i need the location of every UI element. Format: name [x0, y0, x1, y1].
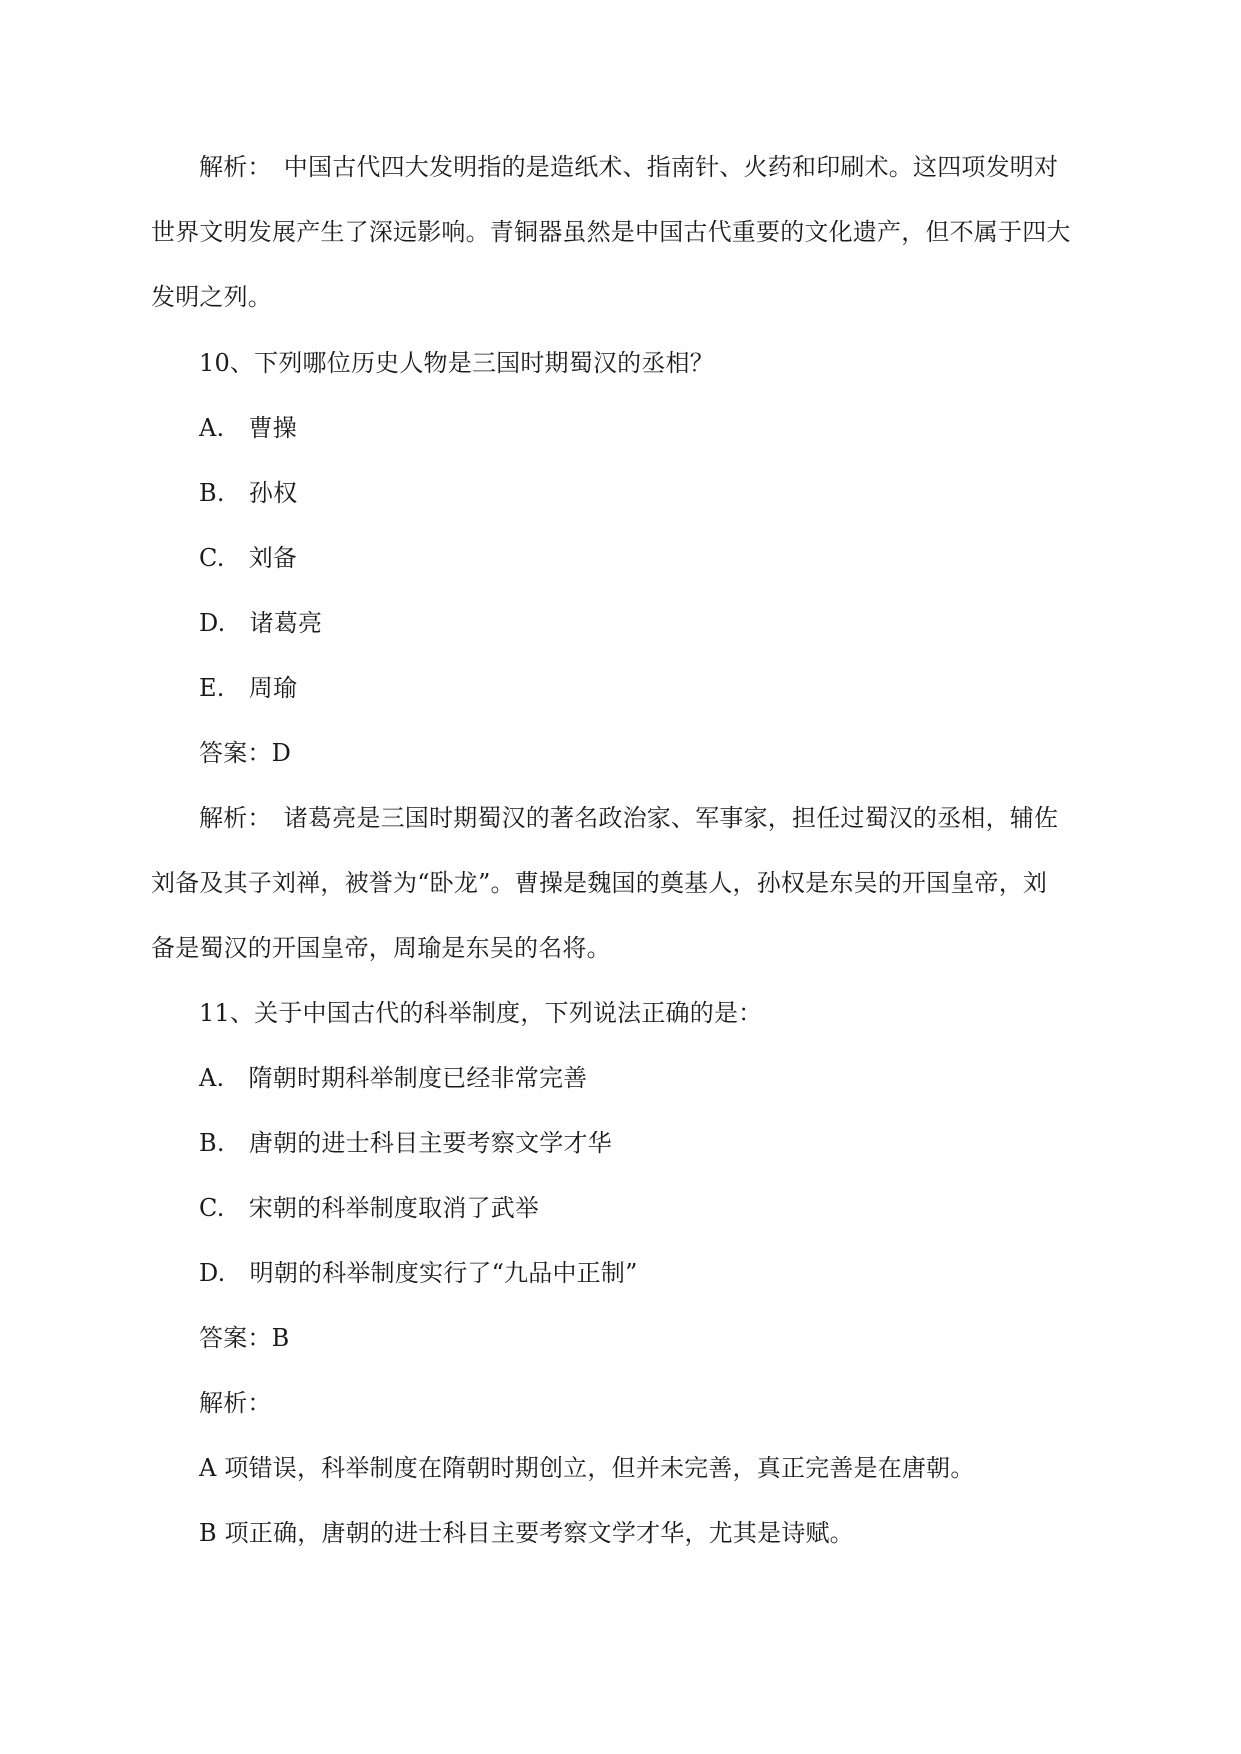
- q11-option-c: C. 宋朝的科举制度取消了武举: [199, 1194, 540, 1222]
- q9-analysis-line-1: 解析： 中国古代四大发明指的是造纸术、指南针、火药和印刷术。这四项发明对: [199, 153, 1059, 181]
- q10-analysis-line-1: 解析： 诸葛亮是三国时期蜀汉的著名政治家、军事家，担任过蜀汉的丞相，辅佐: [199, 804, 1059, 832]
- q10-option-a: A. 曹操: [199, 414, 297, 442]
- q11-option-a: A. 隋朝时期科举制度已经非常完善: [199, 1064, 588, 1092]
- q11-option-d: D. 明朝的科举制度实行了“九品中正制”: [199, 1259, 638, 1287]
- q10-option-c: C. 刘备: [199, 544, 298, 572]
- q10-analysis-line-3: 备是蜀汉的开国皇帝，周瑜是东吴的名将。: [151, 934, 611, 962]
- q11-analysis-item-b: B 项正确，唐朝的进士科目主要考察文学才华，尤其是诗赋。: [199, 1519, 854, 1547]
- q9-analysis-line-3: 发明之列。: [151, 283, 272, 311]
- q10-option-e: E. 周瑜: [199, 674, 298, 702]
- q11-answer: 答案：B: [199, 1324, 290, 1352]
- q10-question: 10、下列哪位历史人物是三国时期蜀汉的丞相？: [199, 349, 714, 377]
- q9-analysis-line-2: 世界文明发展产生了深远影响。青铜器虽然是中国古代重要的文化遗产，但不属于四大: [151, 218, 1071, 246]
- q10-analysis-line-2: 刘备及其子刘禅，被誉为“卧龙”。曹操是魏国的奠基人，孙权是东吴的开国皇帝，刘: [151, 869, 1048, 897]
- q10-answer: 答案：D: [199, 739, 292, 767]
- q11-analysis-item-a: A 项错误，科举制度在隋朝时期创立，但并未完善，真正完善是在唐朝。: [199, 1454, 975, 1482]
- q10-option-d: D. 诸葛亮: [199, 609, 323, 637]
- q10-option-b: B. 孙权: [199, 479, 298, 507]
- q11-option-b: B. 唐朝的进士科目主要考察文学才华: [199, 1129, 612, 1157]
- q11-question: 11、关于中国古代的科举制度，下列说法正确的是：: [199, 999, 763, 1027]
- q11-analysis-label: 解析：: [199, 1389, 272, 1417]
